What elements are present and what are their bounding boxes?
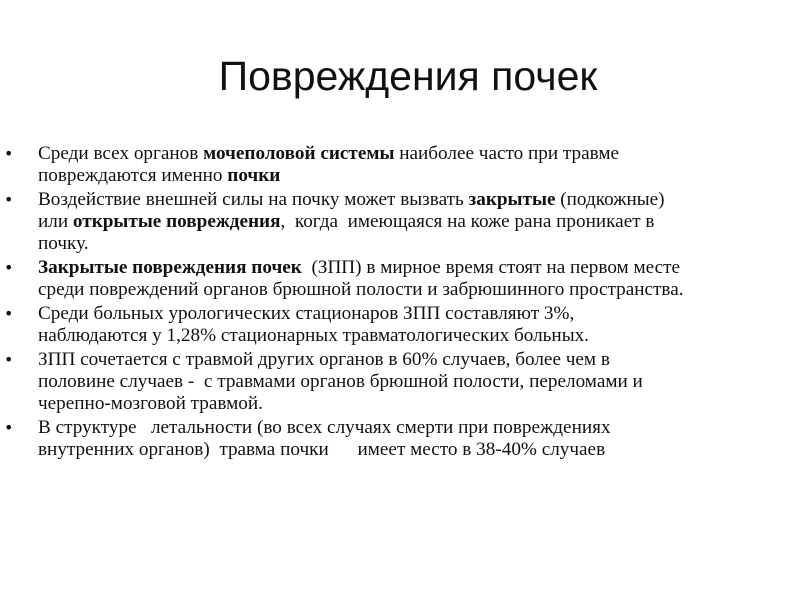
bullet-text [38, 349, 800, 415]
text-segment: наиболее часто при травме повреждаются именно [38, 143, 620, 186]
bold-text: закрытые [468, 189, 556, 210]
bullet-dot: • [4, 350, 14, 369]
bullet-item [0, 303, 800, 347]
text-segment: Воздействие внешней силы на почку может вызвать [38, 189, 469, 210]
bold-text: почки [227, 165, 281, 186]
text-segment: (ЗПП) в мирное время стоят на первом месте среди повреждений органов брюшной полости и забрюшинного пространства. [38, 257, 684, 300]
bullet-text [38, 417, 800, 461]
bold-text: открытые повреждения [72, 211, 281, 232]
slide-title: Повреждения почек [218, 53, 598, 99]
bullet-text [38, 189, 800, 255]
text-segment: , когда имеющаяся на коже рана проникает в почку. [38, 211, 655, 254]
bullet-dot: • [4, 304, 14, 323]
bullet-dot: • [4, 258, 14, 277]
bullet-list [0, 143, 800, 463]
text-segment: В структуре летальности (во всех случаях смерти при повреждениях внутренних органов) травма почки имеет место в 38-40% случаев [38, 417, 611, 460]
bold-text: мочеполовой системы [203, 143, 395, 164]
bold-text: Закрытые повреждения почек [38, 257, 302, 278]
text-segment: Среди всех органов [38, 143, 204, 164]
bullet-text [38, 303, 800, 347]
bullet-item [0, 349, 800, 415]
text-segment: Среди больных урологических стационаров ЗПП составляют 3%, наблюдаются у 1,28% стационарных травматологических больных. [38, 303, 589, 346]
text-segment: (подкожные) или [38, 189, 665, 232]
bullet-item [0, 417, 800, 461]
bullet-item [0, 143, 800, 187]
bullet-item [0, 257, 800, 301]
bullet-text [38, 257, 800, 301]
bullet-item [0, 189, 800, 255]
bullet-dot: • [4, 144, 14, 163]
text-segment: ЗПП сочетается с травмой других органов в 60% случаев, более чем в половине случаев - с травмами органов брюшной полости, переломами и черепно-мозговой травмой. [38, 349, 643, 414]
bullet-dot: • [4, 418, 14, 437]
bullet-text [38, 143, 800, 187]
bullet-dot: • [4, 190, 14, 209]
